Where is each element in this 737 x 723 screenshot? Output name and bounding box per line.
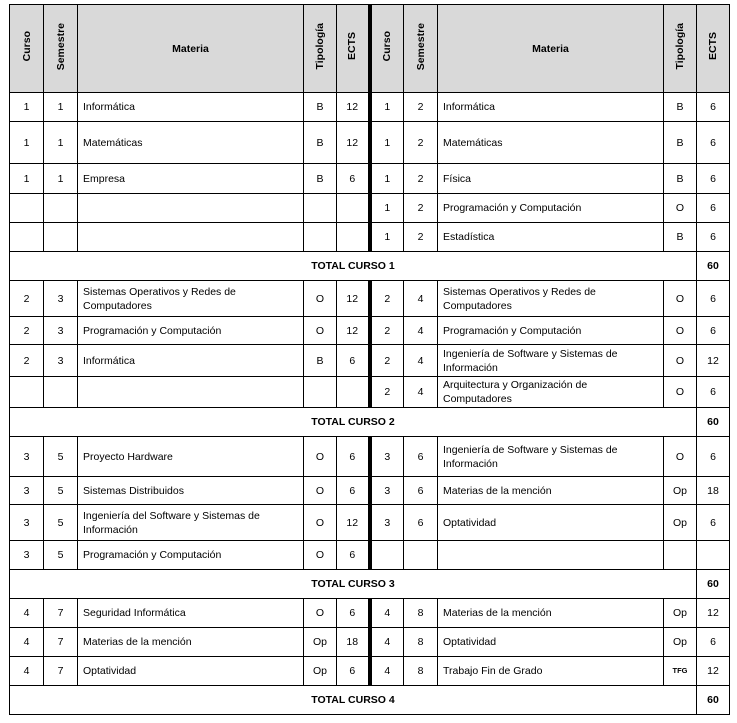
curso-cell (370, 541, 404, 570)
ects-cell: 6 (337, 477, 370, 505)
materia-cell: Estadística (438, 223, 664, 252)
total-ects-value: 60 (697, 408, 730, 437)
header-row (10, 5, 730, 93)
materia-cell: Ingeniería de Software y Sistemas de Información (438, 345, 664, 377)
tipologia-cell: Op (664, 477, 697, 505)
table-row (10, 164, 730, 194)
header-materia: Materia (78, 5, 304, 93)
table-row (10, 505, 730, 541)
tipologia-cell (304, 223, 337, 252)
tipologia-cell: B (664, 223, 697, 252)
ects-cell: 6 (697, 377, 730, 408)
semestre-cell: 1 (44, 164, 78, 194)
header-semestre: Semestre (44, 5, 78, 93)
materia-cell: Programación y Computación (78, 541, 304, 570)
table-row (10, 93, 730, 122)
tipologia-cell: Op (664, 628, 697, 657)
semestre-cell: 6 (404, 437, 438, 477)
table-row (10, 377, 730, 408)
curso-cell: 4 (10, 657, 44, 686)
curso-cell: 2 (10, 281, 44, 317)
ects-cell: 6 (337, 437, 370, 477)
curso-cell: 1 (370, 164, 404, 194)
semestre-cell: 2 (404, 223, 438, 252)
tipologia-cell: O (664, 317, 697, 345)
semestre-cell: 6 (404, 505, 438, 541)
semestre-cell (44, 377, 78, 408)
ects-cell: 6 (337, 345, 370, 377)
curso-cell: 3 (370, 505, 404, 541)
materia-cell: Empresa (78, 164, 304, 194)
semestre-cell: 5 (44, 541, 78, 570)
tipologia-cell: O (304, 541, 337, 570)
semestre-cell: 2 (404, 194, 438, 223)
header-semestre: Semestre (404, 5, 438, 93)
curso-cell: 3 (10, 541, 44, 570)
semestre-cell: 8 (404, 657, 438, 686)
curso-cell (10, 194, 44, 223)
total-ects-value: 60 (697, 686, 730, 715)
curso-cell: 4 (370, 628, 404, 657)
semestre-cell: 7 (44, 599, 78, 628)
ects-cell: 6 (697, 281, 730, 317)
tipologia-cell: O (304, 599, 337, 628)
curso-cell: 4 (10, 628, 44, 657)
curriculum-table (9, 4, 730, 715)
materia-cell: Sistemas Operativos y Redes de Computadores (78, 281, 304, 317)
ects-cell: 12 (697, 657, 730, 686)
ects-cell: 6 (697, 628, 730, 657)
table-row (10, 541, 730, 570)
materia-cell: Informática (438, 93, 664, 122)
curso-cell: 1 (10, 164, 44, 194)
materia-cell: Trabajo Fin de Grado (438, 657, 664, 686)
table-row (10, 345, 730, 377)
materia-cell: Informática (78, 345, 304, 377)
curso-cell: 2 (370, 345, 404, 377)
curso-cell: 4 (370, 599, 404, 628)
semestre-cell: 8 (404, 599, 438, 628)
ects-cell: 6 (697, 505, 730, 541)
tipologia-cell (304, 194, 337, 223)
materia-cell: Optatividad (438, 505, 664, 541)
curso-cell: 1 (370, 122, 404, 164)
ects-cell (337, 194, 370, 223)
tipologia-cell: Op (304, 628, 337, 657)
curso-cell (10, 377, 44, 408)
curso-cell: 4 (10, 599, 44, 628)
ects-cell: 12 (337, 93, 370, 122)
table-row (10, 628, 730, 657)
ects-cell: 18 (697, 477, 730, 505)
header-tipologia: Tipología (664, 5, 697, 93)
materia-cell: Materias de la mención (78, 628, 304, 657)
materia-cell: Ingeniería del Software y Sistemas de Información (78, 505, 304, 541)
curso-cell: 2 (10, 345, 44, 377)
semestre-cell: 4 (404, 345, 438, 377)
ects-cell: 6 (337, 657, 370, 686)
curso-cell: 1 (370, 223, 404, 252)
ects-cell (337, 377, 370, 408)
materia-cell: Programación y Computación (438, 317, 664, 345)
semestre-cell (404, 541, 438, 570)
semestre-cell: 6 (404, 477, 438, 505)
table-row (10, 194, 730, 223)
ects-cell: 6 (697, 437, 730, 477)
table-row (10, 122, 730, 164)
materia-cell: Programación y Computación (78, 317, 304, 345)
materia-cell: Proyecto Hardware (78, 437, 304, 477)
semestre-cell: 5 (44, 437, 78, 477)
semestre-cell: 7 (44, 628, 78, 657)
materia-cell: Matemáticas (78, 122, 304, 164)
total-row (10, 570, 730, 599)
tipologia-cell: B (664, 164, 697, 194)
table-row (10, 317, 730, 345)
curso-cell: 2 (370, 281, 404, 317)
semestre-cell: 4 (404, 281, 438, 317)
total-ects-value: 60 (697, 252, 730, 281)
table-body (10, 5, 730, 715)
tipologia-cell: B (304, 122, 337, 164)
semestre-cell: 5 (44, 477, 78, 505)
tipologia-cell: O (664, 345, 697, 377)
ects-cell: 18 (337, 628, 370, 657)
tipologia-cell: O (304, 437, 337, 477)
materia-cell: Materias de la mención (438, 477, 664, 505)
tipologia-cell (304, 377, 337, 408)
tipologia-cell: Op (304, 657, 337, 686)
tipologia-cell: O (304, 317, 337, 345)
materia-cell (78, 223, 304, 252)
semestre-cell: 3 (44, 345, 78, 377)
semestre-cell: 1 (44, 93, 78, 122)
tipologia-cell: O (664, 281, 697, 317)
materia-cell: Ingeniería de Software y Sistemas de Información (438, 437, 664, 477)
tipologia-cell: O (664, 377, 697, 408)
semestre-cell: 4 (404, 317, 438, 345)
total-label: TOTAL CURSO 4 (10, 686, 697, 715)
header-tipologia: Tipología (304, 5, 337, 93)
ects-cell: 6 (697, 164, 730, 194)
curso-cell: 3 (10, 437, 44, 477)
header-ects: ECTS (337, 5, 370, 93)
ects-cell: 6 (697, 223, 730, 252)
ects-cell (697, 541, 730, 570)
ects-cell: 12 (337, 281, 370, 317)
tipologia-cell: Op (664, 599, 697, 628)
tipologia-cell: B (304, 164, 337, 194)
ects-cell: 6 (337, 541, 370, 570)
ects-cell (337, 223, 370, 252)
tipologia-cell (664, 541, 697, 570)
curso-cell: 2 (10, 317, 44, 345)
curso-cell: 1 (370, 93, 404, 122)
materia-cell: Optatividad (438, 628, 664, 657)
materia-cell: Arquitectura y Organización de Computadores (438, 377, 664, 408)
curso-cell: 3 (370, 437, 404, 477)
curso-cell: 2 (370, 377, 404, 408)
ects-cell: 6 (697, 122, 730, 164)
table-row (10, 657, 730, 686)
ects-cell: 12 (337, 505, 370, 541)
table-row (10, 477, 730, 505)
total-row (10, 686, 730, 715)
semestre-cell: 4 (404, 377, 438, 408)
tipologia-cell: O (664, 194, 697, 223)
total-label: TOTAL CURSO 3 (10, 570, 697, 599)
materia-cell: Optatividad (78, 657, 304, 686)
total-row (10, 252, 730, 281)
tipologia-cell: O (304, 505, 337, 541)
semestre-cell: 2 (404, 93, 438, 122)
tipologia-cell: O (664, 437, 697, 477)
materia-cell: Sistemas Distribuidos (78, 477, 304, 505)
curso-cell: 3 (370, 477, 404, 505)
ects-cell: 6 (697, 93, 730, 122)
materia-cell: Matemáticas (438, 122, 664, 164)
curso-cell: 1 (370, 194, 404, 223)
materia-cell: Seguridad Informática (78, 599, 304, 628)
curso-cell: 2 (370, 317, 404, 345)
tipologia-cell: B (664, 93, 697, 122)
header-curso: Curso (370, 5, 404, 93)
semestre-cell (44, 194, 78, 223)
ects-cell: 12 (337, 317, 370, 345)
curso-cell: 4 (370, 657, 404, 686)
materia-cell (438, 541, 664, 570)
header-curso: Curso (10, 5, 44, 93)
ects-cell: 6 (697, 317, 730, 345)
curso-cell: 3 (10, 505, 44, 541)
semestre-cell: 5 (44, 505, 78, 541)
table-row (10, 281, 730, 317)
materia-cell: Informática (78, 93, 304, 122)
curso-cell (10, 223, 44, 252)
header-materia: Materia (438, 5, 664, 93)
materia-cell: Materias de la mención (438, 599, 664, 628)
materia-cell: Física (438, 164, 664, 194)
semestre-cell: 3 (44, 317, 78, 345)
total-row (10, 408, 730, 437)
ects-cell: 6 (337, 599, 370, 628)
total-label: TOTAL CURSO 1 (10, 252, 697, 281)
total-label: TOTAL CURSO 2 (10, 408, 697, 437)
tipologia-cell: TFG (664, 657, 697, 686)
tipologia-cell: O (304, 477, 337, 505)
curso-cell: 1 (10, 93, 44, 122)
ects-cell: 12 (337, 122, 370, 164)
tipologia-cell: O (304, 281, 337, 317)
semestre-cell: 2 (404, 122, 438, 164)
ects-cell: 6 (337, 164, 370, 194)
curso-cell: 1 (10, 122, 44, 164)
header-ects: ECTS (697, 5, 730, 93)
tipologia-cell: B (664, 122, 697, 164)
semestre-cell: 1 (44, 122, 78, 164)
total-ects-value: 60 (697, 570, 730, 599)
tipologia-cell: Op (664, 505, 697, 541)
semestre-cell: 2 (404, 164, 438, 194)
materia-cell (78, 377, 304, 408)
materia-cell: Sistemas Operativos y Redes de Computadores (438, 281, 664, 317)
semestre-cell (44, 223, 78, 252)
semestre-cell: 7 (44, 657, 78, 686)
ects-cell: 6 (697, 194, 730, 223)
table-row (10, 437, 730, 477)
tipologia-cell: B (304, 345, 337, 377)
semestre-cell: 8 (404, 628, 438, 657)
table-row (10, 223, 730, 252)
materia-cell (78, 194, 304, 223)
curso-cell: 3 (10, 477, 44, 505)
semestre-cell: 3 (44, 281, 78, 317)
materia-cell: Programación y Computación (438, 194, 664, 223)
tipologia-cell: B (304, 93, 337, 122)
ects-cell: 12 (697, 599, 730, 628)
table-row (10, 599, 730, 628)
ects-cell: 12 (697, 345, 730, 377)
